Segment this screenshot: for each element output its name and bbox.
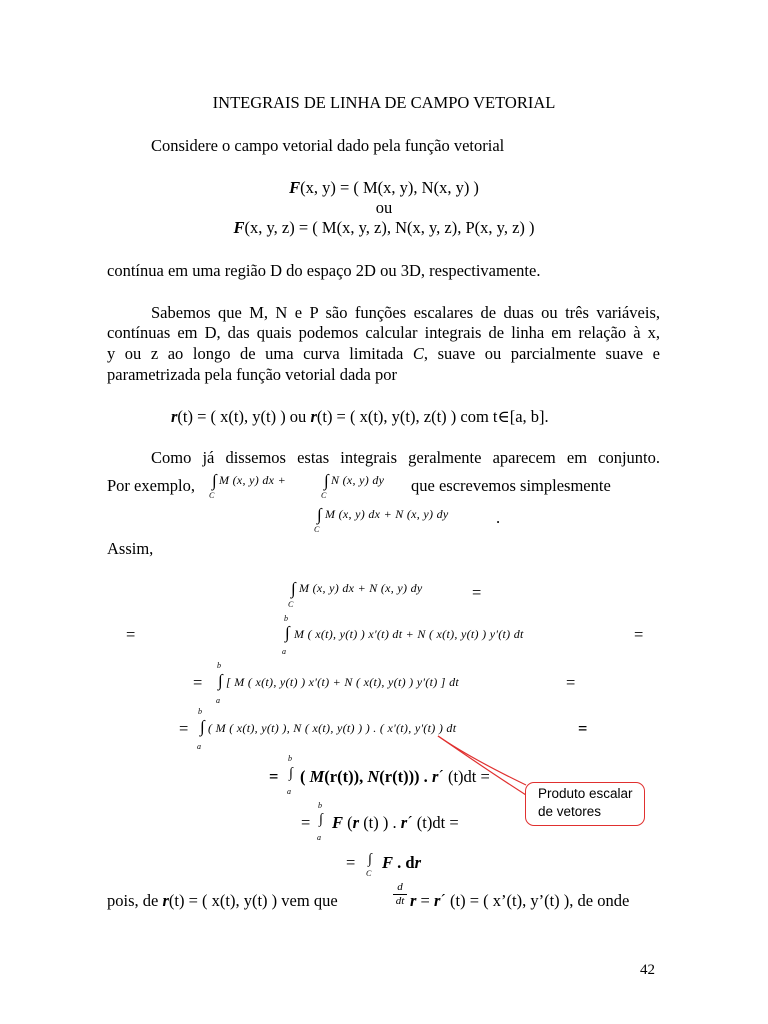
derivation-line4: ( M ( x(t), y(t) ), N ( x(t), y(t) ) ) . ( x'(t), y'(t) ) dt [208,721,457,735]
callout-line2: de vetores [538,804,602,819]
integral-sign: ∫ [285,623,290,642]
assim-text: Assim, [107,539,154,558]
callout-box [525,782,645,826]
integral-sign: ∫ [368,852,372,867]
or-text: ou [375,198,393,217]
combined-integral: M (x, y) dx + N (x, y) dy [325,507,449,521]
derivation-line5: ( M(r(t)), N(r(t))) . r´ (t)dt = [300,767,490,786]
lower-limit-a: a [216,696,220,705]
equals-sign: = [566,673,576,692]
equals-sign: = [301,813,311,832]
para2-line2: contínuas em D, das quais podemos calcular integrais de linha em relação à x, [107,323,660,342]
lower-limit-a: a [197,742,201,751]
final-line-end: r = r´ (t) = ( x’(t), y’(t) ), de onde [410,891,630,910]
derivative-operator: d dt [393,881,407,907]
para2-line3: y ou z ao longo de uma curva limitada C, suave ou parcialmente suave e [107,344,660,363]
lower-limit-c: C [321,491,327,500]
integral-sign: ∫ [317,505,322,524]
lower-limit-c: C [314,525,320,534]
callout-line1: Produto escalar [538,786,633,801]
derivation-line3: [ M ( x(t), y(t) ) x'(t) + N ( x(t), y(t) ) y'(t) ] dt [226,675,460,689]
field-2d: F(x, y) = ( M(x, y), N(x, y) ) [289,178,479,197]
lower-limit-c: C [288,600,294,609]
integral-m: M (x, y) dx + [219,473,286,487]
lower-limit-a: a [282,647,286,656]
integral-sign: ∫ [291,579,296,598]
page-number: 42 [640,962,655,978]
derivation-line2: M ( x(t), y(t) ) x'(t) dt + N ( x(t), y(t) ) y'(t) dt [294,627,524,641]
integral-sign: ∫ [324,471,329,490]
integral-n: N (x, y) dy [331,473,385,487]
upper-limit-b: b [217,661,221,670]
equals-sign: = [179,719,189,738]
continuity-text: contínua em uma região D do espaço 2D ou 3D, respectivamente. [107,261,541,280]
integral-sign: ∫ [218,671,223,690]
equals-sign: = [346,853,356,872]
para2-line4: parametrizada pela função vetorial dada por [107,365,397,384]
field-3d: F(x, y, z) = ( M(x, y, z), N(x, y, z), P(x, y, z) ) [233,218,535,237]
equals-sign: = [269,767,279,786]
por-exemplo: Por exemplo, [107,476,195,495]
derivation-line6: F (r (t) ) . r´ (t)dt = [332,813,459,832]
lower-limit-a: a [317,833,321,842]
upper-limit-b: b [318,801,322,810]
final-line-start: pois, de r(t) = ( x(t), y(t) ) vem que [107,891,338,910]
equals-sign: = [472,583,482,602]
upper-limit-b: b [288,754,292,763]
page-title: INTEGRAIS DE LINHA DE CAMPO VETORIAL [212,93,556,112]
period: . [496,508,501,527]
lower-limit-a: a [287,787,291,796]
upper-limit-b: b [198,707,202,716]
lower-limit-c: C [366,869,372,878]
intro-text: Considere o campo vetorial dado pela função vetorial [151,136,505,155]
para3-tail: que escrevemos simplesmente [411,476,611,495]
equals-sign: = [126,625,136,644]
derivation-line7: F . dr [382,853,421,872]
equals-sign: = [634,625,644,644]
equals-sign: = [578,719,588,738]
para2-line1: Sabemos que M, N e P são funções escalares de duas ou três variáveis, [151,303,660,322]
integral-sign: ∫ [319,812,323,827]
lower-limit-c: C [209,491,215,500]
integral-sign: ∫ [289,766,293,781]
integral-sign: ∫ [200,717,205,736]
para3-line1: Como já dissemos estas integrais geralmente aparecem em conjunto. [151,448,660,467]
parametrization: r(t) = ( x(t), y(t) ) ou r(t) = ( x(t), y(t), z(t) ) com t∈[a, b]. [171,407,549,426]
upper-limit-b: b [284,614,288,623]
integral-sign: ∫ [212,471,217,490]
equals-sign: = [193,673,203,692]
derivation-line1: M (x, y) dx + N (x, y) dy [299,581,423,595]
